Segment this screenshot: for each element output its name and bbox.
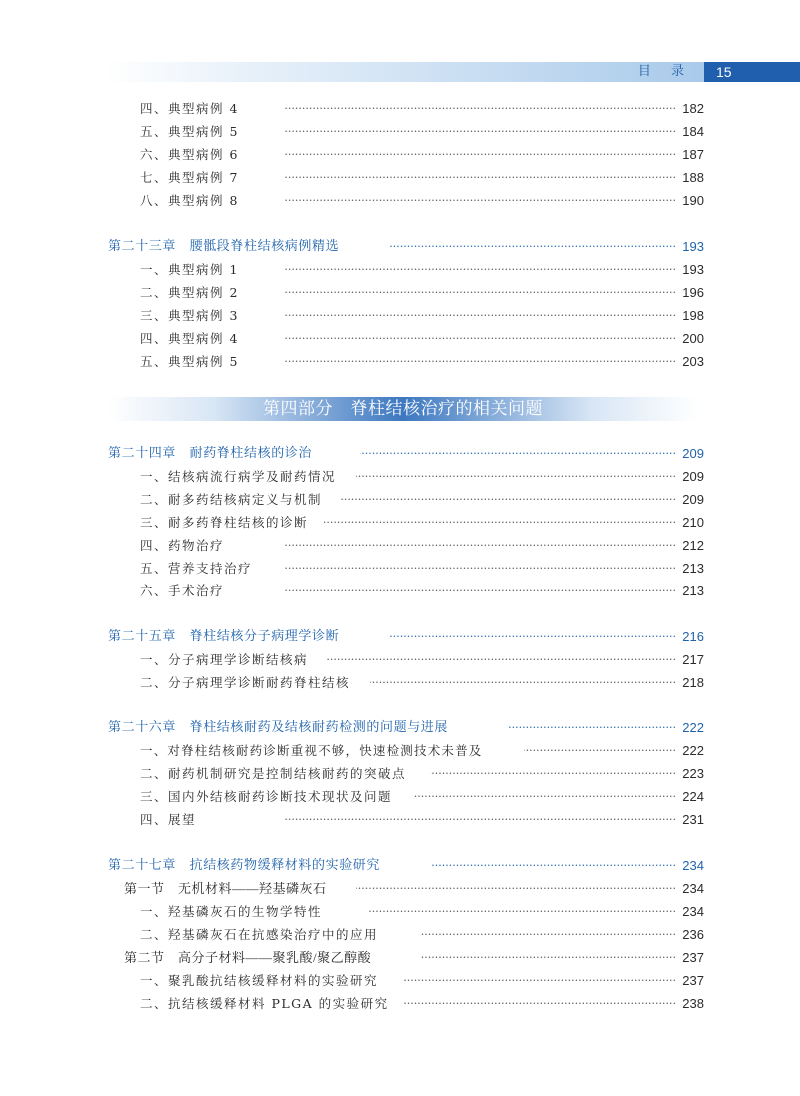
- toc-page-number: 222: [679, 741, 704, 761]
- toc-page-number: 217: [679, 650, 704, 670]
- toc-label: 一、分子病理学诊断结核病: [140, 650, 312, 670]
- toc-page-number: 218: [679, 673, 704, 693]
- toc-page-number: 187: [679, 145, 704, 165]
- toc-page-number: 212: [679, 536, 704, 556]
- dot-leader: [200, 810, 676, 830]
- toc-entry[interactable]: [0, 168, 800, 188]
- toc-entry[interactable]: [0, 581, 800, 601]
- toc-label: 第二十五章 脊柱结核分子病理学诊断: [108, 627, 343, 647]
- running-header-title: 目 录: [637, 64, 692, 79]
- toc-page-number: 196: [679, 283, 704, 303]
- toc-entry[interactable]: [0, 559, 800, 579]
- running-header: [105, 62, 800, 82]
- toc-label: 三、典型病例 3: [140, 306, 243, 326]
- toc-label: 二、分子病理学诊断耐药脊柱结核: [140, 673, 354, 693]
- toc-page-number: 213: [679, 581, 704, 601]
- toc-label: 五、典型病例 5: [140, 352, 243, 372]
- dot-leader: [356, 467, 676, 487]
- dot-leader: [250, 191, 676, 211]
- dot-leader: [404, 971, 676, 991]
- dot-leader: [262, 559, 676, 579]
- toc-label: 七、典型病例 7: [140, 168, 243, 188]
- dot-leader: [508, 718, 676, 738]
- toc-label: 六、典型病例 6: [140, 145, 243, 165]
- toc-page-number: 203: [679, 352, 704, 372]
- toc-label: 三、耐多药脊柱结核的诊断: [140, 513, 312, 533]
- toc-label: 三、国内外结核耐药诊断技术现状及问题: [140, 787, 396, 807]
- dot-leader: [360, 444, 676, 464]
- toc-chapter-25[interactable]: [0, 627, 800, 647]
- dot-leader: [232, 536, 676, 556]
- toc-label: 六、手术治疗: [140, 581, 228, 601]
- dot-leader: [250, 122, 676, 142]
- part-title: 第四部分 脊柱结核治疗的相关问题: [263, 399, 543, 419]
- toc-chapter-27[interactable]: [0, 856, 800, 876]
- toc-page-number: 222: [679, 718, 704, 738]
- toc-label: 第二节 高分子材料——聚乳酸/聚乙醇酸: [124, 948, 375, 968]
- toc-page-number: 209: [679, 467, 704, 487]
- toc-entry[interactable]: [0, 191, 800, 211]
- dot-leader: [250, 306, 676, 326]
- toc-label: 四、典型病例 4: [140, 329, 243, 349]
- toc-label: 第二十四章 耐药脊柱结核的诊治: [108, 444, 316, 464]
- toc-page-number: 182: [679, 99, 704, 119]
- toc-label: 八、典型病例 8: [140, 191, 243, 211]
- toc-entry[interactable]: [0, 787, 800, 807]
- toc-page-number: 238: [679, 994, 704, 1014]
- toc-label: 一、结核病流行病学及耐药情况: [140, 467, 340, 487]
- toc-label: 五、营养支持治疗: [140, 559, 256, 579]
- toc-label: 第一节 无机材料——羟基磷灰石: [124, 879, 331, 899]
- dot-leader: [368, 902, 676, 922]
- dot-leader: [430, 764, 676, 784]
- toc-entry[interactable]: [0, 741, 800, 761]
- toc-entry[interactable]: [0, 925, 800, 945]
- toc-entry[interactable]: [0, 99, 800, 119]
- dot-leader: [326, 650, 676, 670]
- dot-leader: [250, 145, 676, 165]
- toc-label: 二、抗结核缓释材料 PLGA 的实验研究: [140, 994, 393, 1014]
- toc-entry[interactable]: [0, 650, 800, 670]
- dot-leader: [356, 879, 676, 899]
- toc-label: 二、耐多药结核病定义与机制: [140, 490, 326, 510]
- toc-label: 二、典型病例 2: [140, 283, 243, 303]
- toc-entry[interactable]: [0, 810, 800, 830]
- toc-section[interactable]: [0, 879, 800, 899]
- toc-page-number: 237: [679, 971, 704, 991]
- toc-label: 一、聚乳酸抗结核缓释材料的实验研究: [140, 971, 382, 991]
- toc-page-number: 209: [679, 444, 704, 464]
- toc-entry[interactable]: [0, 122, 800, 142]
- toc-page-number: 213: [679, 559, 704, 579]
- toc-label: 二、羟基磷灰石在抗感染治疗中的应用: [140, 925, 382, 945]
- dot-leader: [390, 627, 676, 647]
- toc-entry[interactable]: [0, 352, 800, 372]
- toc-label: 四、药物治疗: [140, 536, 228, 556]
- toc-section[interactable]: [0, 948, 800, 968]
- toc-label: 二、耐药机制研究是控制结核耐药的突破点: [140, 764, 410, 784]
- dot-leader: [390, 237, 676, 257]
- dot-leader: [250, 352, 676, 372]
- toc-label: 一、对脊柱结核耐药诊断重视不够，快速检测技术未普及: [140, 741, 487, 761]
- toc-entry[interactable]: [0, 536, 800, 556]
- toc-entry[interactable]: [0, 490, 800, 510]
- toc-entry[interactable]: [0, 329, 800, 349]
- toc-page-number: 200: [679, 329, 704, 349]
- page-number: 15: [704, 62, 800, 82]
- toc-page-number: 237: [679, 948, 704, 968]
- toc-page-number: 210: [679, 513, 704, 533]
- dot-leader: [250, 260, 676, 280]
- toc-label: 五、典型病例 5: [140, 122, 243, 142]
- dot-leader: [420, 925, 676, 945]
- toc-entry[interactable]: [0, 902, 800, 922]
- toc-page-number: 236: [679, 925, 704, 945]
- dot-leader: [250, 99, 676, 119]
- dot-leader: [250, 168, 676, 188]
- toc-label: 第二十三章 腰骶段脊柱结核病例精选: [108, 237, 343, 257]
- dot-leader: [340, 490, 676, 510]
- dot-leader: [322, 513, 676, 533]
- dot-leader: [250, 329, 676, 349]
- toc-entry[interactable]: [0, 673, 800, 693]
- toc-label: 第二十六章 脊柱结核耐药及结核耐药检测的问题与进展: [108, 718, 452, 738]
- toc-chapter-24[interactable]: [0, 444, 800, 464]
- part-banner: [108, 397, 698, 421]
- toc-page-number: 209: [679, 490, 704, 510]
- toc-page-number: 193: [679, 237, 704, 257]
- toc-entry[interactable]: [0, 513, 800, 533]
- toc-page-number: 188: [679, 168, 704, 188]
- toc-page-number: 234: [679, 902, 704, 922]
- toc-entry[interactable]: [0, 764, 800, 784]
- dot-leader: [404, 994, 676, 1014]
- toc-entry[interactable]: [0, 260, 800, 280]
- toc-page-number: 190: [679, 191, 704, 211]
- dot-leader: [250, 283, 676, 303]
- toc-entry[interactable]: [0, 283, 800, 303]
- dot-leader: [524, 741, 676, 761]
- toc-label: 一、典型病例 1: [140, 260, 243, 280]
- toc-chapter-26[interactable]: [0, 718, 800, 738]
- toc-entry[interactable]: [0, 145, 800, 165]
- toc-entry[interactable]: [0, 971, 800, 991]
- dot-leader: [370, 673, 676, 693]
- toc-label: 四、展望: [140, 810, 200, 830]
- toc-label: 第二十七章 抗结核药物缓释材料的实验研究: [108, 856, 384, 876]
- toc-page-number: 184: [679, 122, 704, 142]
- toc-page-number: 234: [679, 879, 704, 899]
- toc-page-number: 234: [679, 856, 704, 876]
- toc-entry[interactable]: [0, 306, 800, 326]
- dot-leader: [414, 787, 676, 807]
- toc-page-number: 193: [679, 260, 704, 280]
- dot-leader: [432, 856, 676, 876]
- dot-leader: [232, 581, 676, 601]
- toc-label: 一、羟基磷灰石的生物学特性: [140, 902, 326, 922]
- toc-page-number: 223: [679, 764, 704, 784]
- toc-page-number: 224: [679, 787, 704, 807]
- toc-chapter-23[interactable]: [0, 237, 800, 257]
- toc-page-number: 231: [679, 810, 704, 830]
- dot-leader: [420, 948, 676, 968]
- toc-entry[interactable]: [0, 994, 800, 1014]
- toc-page-number: 198: [679, 306, 704, 326]
- toc-entry[interactable]: [0, 467, 800, 487]
- toc-page-number: 216: [679, 627, 704, 647]
- toc-label: 四、典型病例 4: [140, 99, 243, 119]
